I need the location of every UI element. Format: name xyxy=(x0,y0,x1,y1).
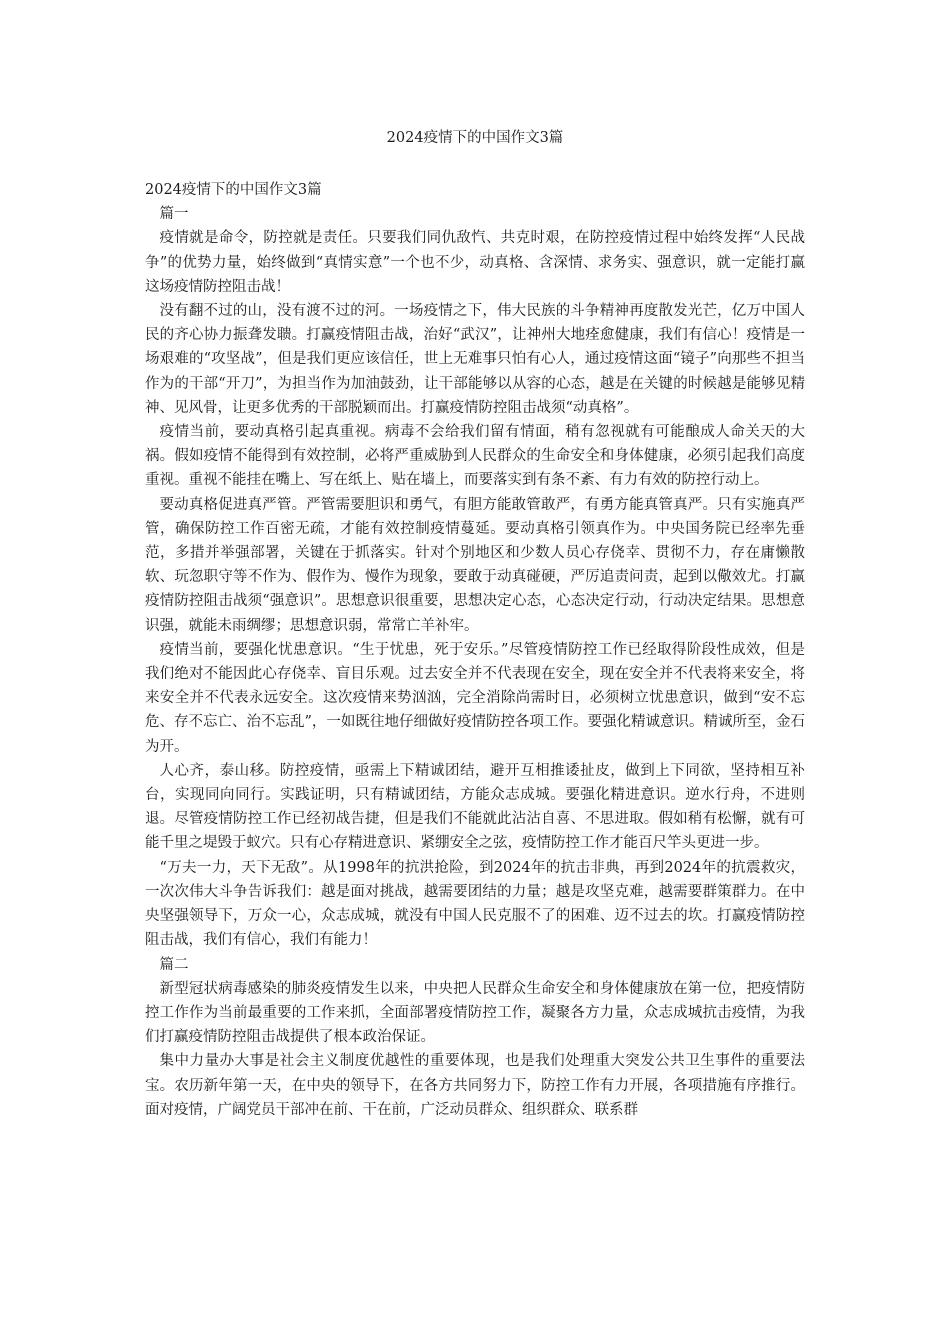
section-heading-2: 篇二 xyxy=(159,956,189,973)
paragraph: 疫情当前，要强化忧患意识。“生于忧患，死于安乐。”尽管疫情防控工作已经取得阶段性成效，但是我们绝对不能因此心存侥幸、盲目乐观。过去安全并不代表现在安全，现在安全并不代表将来安全，将来安全并不代表永远安全。这次疫情来势汹汹，完全消除尚需时日，必须树立忧患意识，做到“安不忘危、存不忘亡、治不忘乱”，一如既往地仔细做好疫情防控各项工作。要强化精诚意识。精诚所至，金石为开。 xyxy=(145,641,805,755)
paragraph: 人心齐，泰山移。防控疫情，亟需上下精诚团结，避开互相推诿扯皮，做到上下同欲，坚持相互补台，实现同向同行。实践证明，只有精诚团结，方能众志成城。要强化精进意识。逆水行舟，不进则退。尽管疫情防控工作已经初战告捷，但是我们不能就此沾沾自喜、不思进取。假如稍有松懈，就有可能千里之堤毁于蚁穴。只有心存精进意识、紧绷安全之弦，疫情防控工作才能百尺竿头更进一步。 xyxy=(145,762,805,852)
paragraph: 集中力量办大事是社会主义制度优越性的重要体现，也是我们处理重大突发公共卫生事件的重要法宝。农历新年第一天，在中央的领导下，在各方共同努力下，防控工作有力开展，各项措施有序推行。面对疫情，广阔党员干部冲在前、干在前，广泛动员群众、组织群众、联系群 xyxy=(145,1053,805,1118)
paragraph: 要动真格促进真严管。严管需要胆识和勇气，有胆方能敢管敢严，有勇方能真管真严。只有实施真严管，确保防控工作百密无疏，才能有效控制疫情蔓延。要动真格引领真作为。中央国务院已经率先垂范，多措并举强部署，关键在于抓落实。针对个别地区和少数人员心存侥幸、贯彻不力，存在庸懒散软、玩忽职守等不作为、假作为、慢作为现象，要敢于动真碰硬，严厉追责问责，起到以儆效尤。打赢疫情防控阻击战须“强意识”。思想意识很重要，思想决定心态，心态决定行动，行动决定结果。思想意识强，就能未雨绸缪；思想意识弱，常常亡羊补牢。 xyxy=(145,496,805,634)
document-title: 2024疫情下的中国作文3篇 xyxy=(386,130,564,146)
document-subtitle: 2024疫情下的中国作文3篇 xyxy=(145,182,322,198)
paragraph: 疫情就是命令，防控就是责任。只要我们同仇敌忾、共克时艰，在防控疫情过程中始终发挥“人民战争”的优势力量，始终做到“真情实意”一个也不少，动真格、含深情、求务实、强意识，就一定能打赢这场疫情防控阻击战！ xyxy=(145,230,805,295)
paragraph: “万夫一力，天下无敌”。从1998年的抗洪抢险，到2024年的抗击非典，再到2024年的抗震救灾，一次次伟大斗争告诉我们：越是面对挑战，越需要团结的力量；越是攻坚克难，越需要群策群力。在中央坚强领导下，万众一心，众志成城，就没有中国人民克服不了的困难、迈不过去的坎。打赢疫情防控阻击战，我们有信心，我们有能力！ xyxy=(145,859,805,949)
section-heading-1: 篇一 xyxy=(159,206,189,223)
document-body xyxy=(145,178,805,1122)
paragraph: 新型冠状病毒感染的肺炎疫情发生以来，中央把人民群众生命安全和身体健康放在第一位，把疫情防控工作作为当前最重要的工作来抓，全面部署疫情防控工作，凝聚各方力量，众志成城抗击疫情，为我们打赢疫情防控阻击战提供了根本政治保证。 xyxy=(145,980,805,1046)
paragraph: 疫情当前，要动真格引起真重视。病毒不会给我们留有情面，稍有忽视就有可能酿成人命关天的大祸。假如疫情不能得到有效控制，必将严重威胁到人民群众的生命安全和身体健康，必须引起我们高度重视。重视不能挂在嘴上、写在纸上、贴在墙上，而要落实到有条不紊、有力有效的防控行动上。 xyxy=(145,424,805,489)
paragraph: 没有翻不过的山，没有渡不过的河。一场疫情之下，伟大民族的斗争精神再度散发光芒，亿万中国人民的齐心协力振聋发聩。打赢疫情阻击战，治好“武汉”，让神州大地痊愈健康，我们有信心！疫情是一场艰难的“攻坚战”，但是我们更应该信任，世上无难事只怕有心人，通过疫情这面“镜子”向那些不担当作为的干部“开刀”，为担当作为加油鼓劲，让干部能够以从容的心态，越是在关键的时候越是能够见精神、见风骨，让更多优秀的干部脱颖而出。打赢疫情防控阻击战须“动真格”。 xyxy=(145,303,805,416)
